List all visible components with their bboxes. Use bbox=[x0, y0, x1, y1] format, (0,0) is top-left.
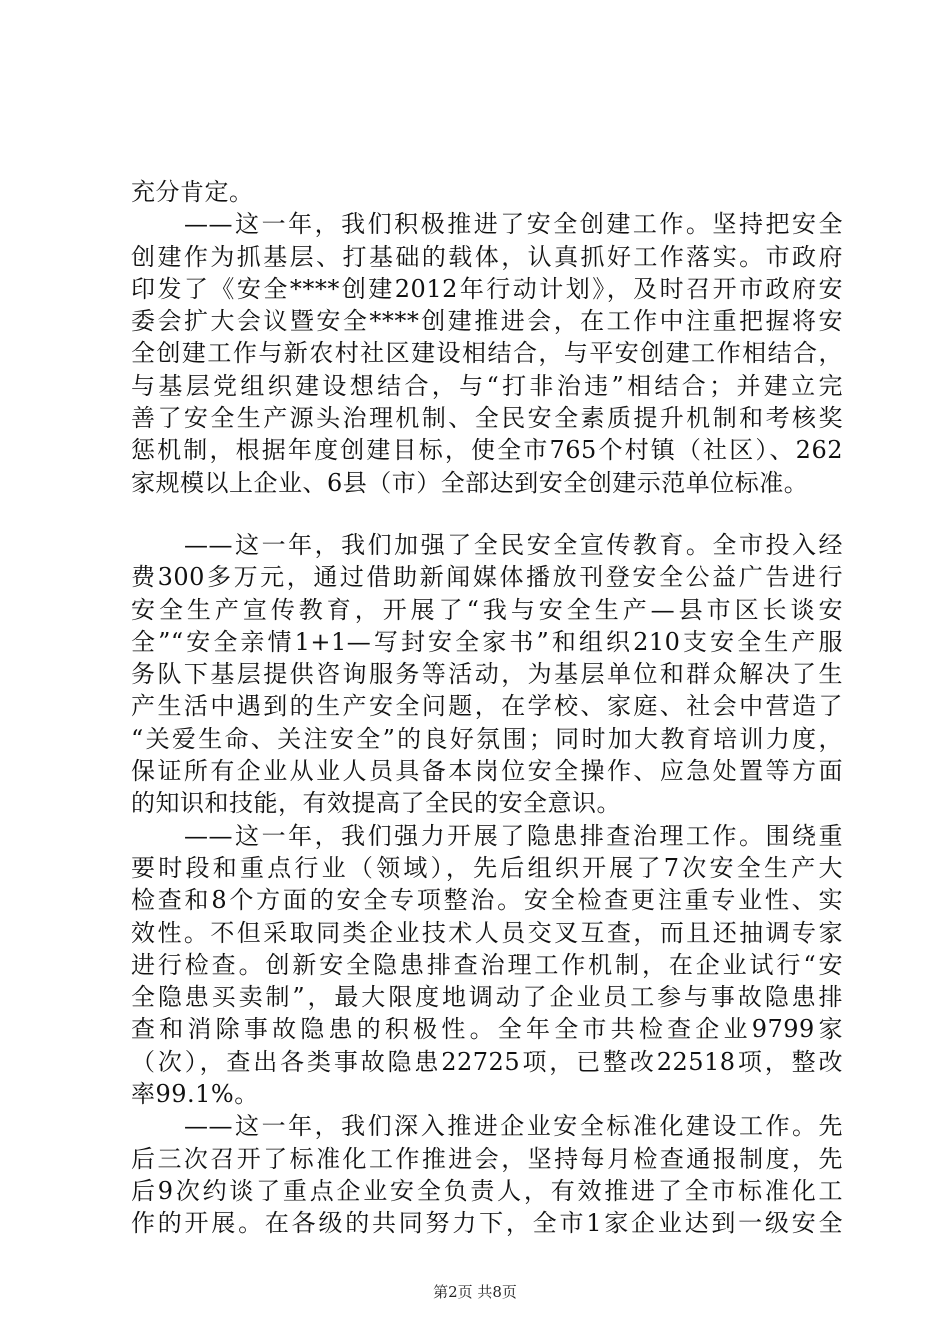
text-line: 安全生产宣传教育，开展了“我与安全生产—县市区长谈安 bbox=[131, 595, 843, 624]
text-line: 效性。不但采取同类企业技术人员交叉互查，而且还抽调专家 bbox=[131, 918, 843, 947]
text-line: ——这一年，我们强力开展了隐患排查治理工作。围绕重 bbox=[131, 821, 843, 850]
text-line: 善了安全生产源头治理机制、全民安全素质提升机制和考核奖 bbox=[131, 404, 843, 433]
text-line: 检查和8个方面的安全专项整治。安全检查更注重专业性、实 bbox=[131, 886, 843, 915]
document-body bbox=[131, 176, 843, 1240]
text-line: 进行检查。创新安全隐患排查治理工作机制，在企业试行“安 bbox=[131, 950, 843, 979]
paragraph-hazard-inspection bbox=[131, 820, 843, 1111]
text-line: 充分肯定。 bbox=[131, 178, 254, 206]
text-line: 的知识和技能，有效提高了全民的安全意识。 bbox=[131, 789, 621, 818]
paragraph-safety-education bbox=[131, 529, 843, 820]
paragraph-standardization bbox=[131, 1110, 843, 1239]
text-line: 全创建工作与新农村社区建设相结合，与平安创建工作相结合， bbox=[131, 339, 843, 368]
text-line: 家规模以上企业、6县（市）全部达到安全创建示范单位标准。 bbox=[131, 468, 809, 497]
text-line: 与基层党组织建设想结合，与“打非治违”相结合；并建立完 bbox=[131, 371, 843, 400]
text-line: 印发了《安全****创建2012年行动计划》，及时召开市政府安 bbox=[131, 274, 843, 303]
text-line: ——这一年，我们加强了全民安全宣传教育。全市投入经 bbox=[131, 530, 843, 559]
paragraph-spacer bbox=[131, 499, 843, 529]
text-line: 务队下基层提供咨询服务等活动，为基层单位和群众解决了生 bbox=[131, 660, 843, 689]
text-line: 惩机制，根据年度创建目标，使全市765个村镇（社区）、262 bbox=[131, 436, 843, 465]
text-line: 查和消除事故隐患的积极性。全年全市共检查企业9799家 bbox=[131, 1015, 843, 1044]
text-line: 后三次召开了标准化工作推进会，坚持每月检查通报制度，先 bbox=[131, 1144, 843, 1173]
text-line: 全隐患买卖制”，最大限度地调动了企业员工参与事故隐患排 bbox=[131, 983, 843, 1012]
page-number-footer: 第2页 共8页 bbox=[433, 1283, 517, 1301]
paragraph-intro-tail bbox=[131, 176, 843, 208]
text-line: 产生活中遇到的生产安全问题，在学校、家庭、社会中营造了 bbox=[131, 692, 843, 721]
text-line: 创建作为抓基层、打基础的载体，认真抓好工作落实。市政府 bbox=[131, 242, 843, 271]
text-line: 费300多万元，通过借助新闻媒体播放刊登安全公益广告进行 bbox=[131, 563, 843, 592]
text-line: 要时段和重点行业（领域），先后组织开展了7次安全生产大 bbox=[131, 853, 843, 882]
text-line: “关爱生命、关注安全”的良好氛围；同时加大教育培训力度， bbox=[131, 724, 843, 753]
text-line: 保证所有企业从业人员具备本岗位安全操作、应急处置等方面 bbox=[131, 757, 843, 786]
text-line: 率99.1%。 bbox=[131, 1080, 259, 1109]
text-line: 作的开展。在各级的共同努力下，全市1家企业达到一级安全 bbox=[131, 1209, 843, 1238]
text-line: 委会扩大会议暨安全****创建推进会，在工作中注重把握将安 bbox=[131, 307, 843, 336]
text-line: ——这一年，我们积极推进了安全创建工作。坚持把安全 bbox=[131, 210, 843, 239]
text-line: 后9次约谈了重点企业安全负责人，有效推进了全市标准化工 bbox=[131, 1176, 843, 1205]
text-line: （次），查出各类事故隐患22725项，已整改22518项，整改 bbox=[131, 1047, 843, 1076]
text-line: ——这一年，我们深入推进企业安全标准化建设工作。先 bbox=[131, 1112, 843, 1141]
paragraph-safety-creation bbox=[131, 208, 843, 499]
text-line: 全”“安全亲情1+1—写封安全家书”和组织210支安全生产服 bbox=[131, 627, 843, 656]
